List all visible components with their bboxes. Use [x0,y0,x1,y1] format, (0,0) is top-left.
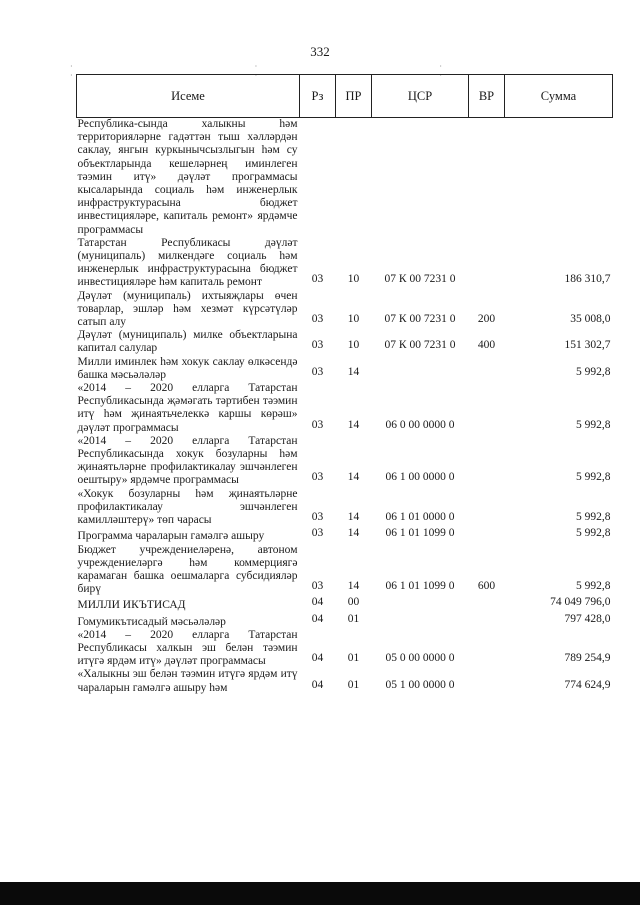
row-csr: 05 1 00 0000 0 [385,678,455,691]
row-pr: 01 [347,652,360,665]
row-rz: 04 [311,652,324,665]
row-sum: 35 008,0 [570,313,611,326]
row-vr [469,382,505,435]
header-rz: Рз [300,75,336,118]
table-row [77,382,613,435]
row-vr [469,435,505,488]
table-row [77,668,613,694]
row-name: «Хокук бозуларны һәм җинаятьләрне профилактикалау эшчәнлеген камилләштерү» төп чарасы [77,487,298,527]
row-csr: 05 0 00 0000 0 [385,652,455,665]
row-vr: 200 [477,313,496,326]
table-row [77,290,613,330]
row-name: Дәүләт (муниципаль) ихтыяҗлары өчен товарлар, эшләр һәм хезмәт күрсәтүләр сатып алу [77,289,298,329]
table-row [77,629,613,669]
row-name: Программа чараларын гамәлгә ашыру [77,530,265,543]
row-sum: 5 992,8 [576,471,611,484]
table-row [77,527,613,543]
row-name: «Халыкны эш белән тәэмин итүгә ярдәм итү чараларын гамәлгә ашыру һәм [77,668,298,694]
row-name: Дәүләт (муниципаль) милке объектларына капитал салулар [77,329,298,355]
table-row [77,544,613,597]
page-number: 332 [310,44,330,59]
row-name: «2014 – 2020 елларга Татарстан Республикасында хокук бозуларны һәм җинаятьләрне профилактикалау эшчәнлеген оештыру» ярдәмче программасы [77,434,298,487]
row-sum: 5 992,8 [576,365,611,378]
row-sum [505,118,613,237]
row-vr: 400 [477,339,496,352]
table-row [77,356,613,382]
table-row [77,237,613,290]
row-vr [469,596,505,612]
row-csr: 06 0 00 0000 0 [385,418,455,431]
row-name: «2014 – 2020 елларга Татарстан Республикасында җәмәгать тәртибен тәэмин итү һәм җинаятьчелеккә каршы көрәш» дәүләт программасы [77,382,298,434]
row-csr: 07 К 00 7231 0 [384,339,456,352]
row-csr: 06 1 01 1099 0 [385,580,455,593]
row-pr: 10 [347,313,360,326]
row-pr: 14 [347,471,360,484]
row-sum: 5 992,8 [576,511,611,524]
table-row [77,596,613,612]
row-name: Республика-сында халыкны һәм территорияләрне гадәттән тыш хәлләрдән саклау, янгын куркынычсызлыгын һәм су объектларында кешеләрнең иминлеген тәэмин итү» дәүләт программасы кысаларында социаль һәм инженерлык инфраструктурасына бюджет инвестицияләре, капиталь ремонт» ярдәмче программасы [77,118,298,236]
row-rz: 03 [311,418,324,431]
row-pr: 01 [347,678,360,691]
row-csr [372,596,469,612]
row-rz: 03 [311,273,324,286]
table-row [77,613,613,629]
row-rz: 04 [311,596,324,609]
row-pr [336,118,372,237]
row-name: Милли иминлек һәм хокук саклау өлкәсендә башка мәсьәләләр [77,355,298,381]
header-csr: ЦСР [372,75,469,118]
row-pr: 01 [347,612,360,625]
row-csr: 06 1 01 0000 0 [385,511,455,524]
row-vr [469,629,505,669]
row-vr [469,527,505,543]
row-rz: 03 [311,471,324,484]
row-vr [469,237,505,290]
table-row [77,118,613,237]
row-pr: 14 [347,580,360,593]
header-name: Исеме [77,75,300,118]
row-sum: 774 624,9 [564,678,611,691]
row-csr: 07 К 00 7231 0 [384,273,456,286]
table-row [77,435,613,488]
row-name: Татарстан Республикасы дәүләт (муниципаль) милкендәге социаль һәм инженерлык инфраструктурасына бюджет инвестицияләре һәм капиталь ремонт [77,236,298,289]
header-row [77,75,613,118]
row-rz: 04 [311,612,324,625]
row-rz: 03 [311,527,324,540]
row-csr: 07 К 00 7231 0 [384,313,456,326]
scan-bottom-edge [0,882,640,905]
row-rz: 04 [311,678,324,691]
row-sum: 5 992,8 [576,527,611,540]
row-sum: 789 254,9 [564,652,611,665]
row-csr [372,118,469,237]
table-row [77,329,613,355]
scan-marks: · · · · · · [70,62,532,80]
row-sum: 5 992,8 [576,418,611,431]
row-vr [469,613,505,629]
row-pr: 14 [347,527,360,540]
row-sum: 186 310,7 [564,273,611,286]
row-rz: 03 [311,511,324,524]
row-rz: 03 [311,365,324,378]
row-rz [300,118,336,237]
row-csr: 06 1 01 1099 0 [385,527,455,540]
row-name: Бюджет учреждениеләренә, автоном учреждениеләргә һәм коммерциягә карамаган башка оешмаларга субсидияләр бирү [77,543,298,596]
budget-table [76,74,613,695]
row-sum: 74 049 796,0 [550,596,611,609]
row-pr: 00 [347,596,360,609]
row-name: МИЛЛИ ИКЪТИСАД [77,599,186,612]
row-vr [469,356,505,382]
row-vr [469,488,505,528]
row-pr: 14 [347,511,360,524]
row-rz: 03 [311,580,324,593]
row-vr: 600 [477,580,496,593]
row-sum: 797 428,0 [564,612,611,625]
row-pr: 14 [347,418,360,431]
header-sum: Сумма [505,75,613,118]
row-pr: 14 [347,365,360,378]
row-name: Гомумикътисадый мәсьәләләр [77,615,226,628]
table-row [77,488,613,528]
row-csr: 06 1 00 0000 0 [385,471,455,484]
row-vr [469,118,505,237]
row-name: «2014 – 2020 елларга Татарстан Республикасы халкын эш белән тәэмин итүгә ярдәм итү» дәүләт программасы [77,628,298,668]
header-vr: ВР [469,75,505,118]
row-sum: 151 302,7 [564,339,611,352]
header-pr: ПР [336,75,372,118]
row-csr [372,356,469,382]
row-sum: 5 992,8 [576,580,611,593]
row-rz: 03 [311,313,324,326]
row-rz: 03 [311,339,324,352]
row-pr: 10 [347,273,360,286]
row-csr [372,613,469,629]
row-pr: 10 [347,339,360,352]
row-vr [469,668,505,694]
